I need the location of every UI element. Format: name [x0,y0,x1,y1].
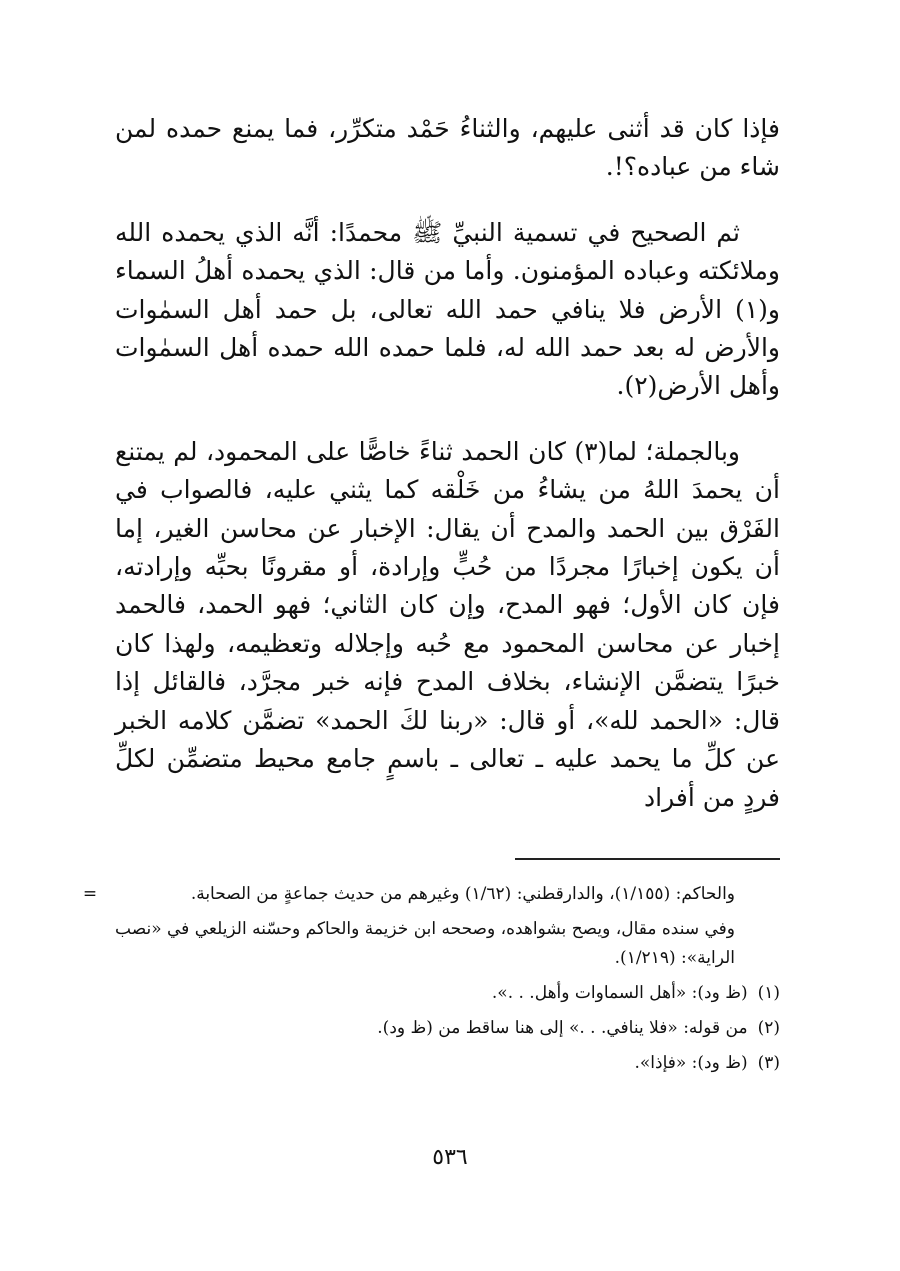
page-number: ٥٣٦ [432,1145,468,1170]
main-text [115,110,780,844]
paragraph-1: فإذا كان قد أثنى عليهم، والثناءُ حَمْد متكرِّر، فما يمنع حمده لمن شاء من عباده؟!. [115,114,780,182]
footnote-divider [515,858,780,860]
footnote-number: (٣) [757,1053,780,1073]
footnote-continuation-text: والحاكم: (١/١٥٥)، والدارقطني: (١/٦٢) وغيرهم من حديث جماعةٍ من الصحابة. [190,884,735,904]
paragraph-3: وبالجملة؛ لما(٣) كان الحمد ثناءً خاصًّا على المحمود، لم يمتنع أن يحمدَ اللهُ من يشاءُ من خَلْقه كما يثني عليه، فالصواب في الفَرْق بين الحمد والمدح أن يقال: الإخبار عن محاسن الغير، إما أن يكون إخبارًا مجردًا من حُبٍّ وإرادة، أو مقرونًا بحبِّه وإرادته، فإن كان الأول؛ فهو المدح، وإن كان الثاني؛ فهو الحمد، فالحمد إخبار عن محاسن المحمود مع حُبه وإجلاله وتعظيمه، ولهذا كان خبرًا يتضمَّن الإنشاء، بخلاف المدح فإنه خبر مجرَّد، فالقائل إذا قال: «الحمد لله»، أو قال: «ربنا لكَ الحمد» تضمَّن كلامه الخبر عن كلِّ ما يحمد عليه ـ تعالى ـ باسمٍ جامع محيط متضمِّن لكلِّ فردٍ من أفراد [115,436,780,812]
footnote-text: (ظ ود): «فإذا». [634,1053,748,1073]
paragraph-2: ثم الصحيح في تسمية النبيِّ ﷺ محمدًا: أنَّه الذي يحمده الله وملائكته وعباده المؤمنون. وأما من قال: الذي يحمده أهلُ السماء و(١) الأرض فلا ينافي حمد الله تعالى، بل حمد أهل السمٰوات والأرض له بعد حمد الله له، فلما حمده الله حمده أهل السمٰوات وأهل الأرض(٢). [115,217,780,401]
footnote-text: (ظ ود): «أهل السماوات وأهل. . .». [491,983,748,1003]
footnote-text: من قوله: «فلا ينافي. . .» إلى هنا ساقط من (ظ ود). [377,1018,748,1038]
footnote-number: (١) [757,983,780,1003]
continuation-marker: = [82,884,98,904]
footnote-continuation-2 [115,915,780,973]
footnote-3 [115,1049,780,1078]
footnote-continuation [82,880,780,909]
footnote-2 [115,1014,780,1043]
footnote-1 [115,979,780,1008]
footnote-continuation-text-2: وفي سنده مقال، ويصح بشواهده، وصححه ابن خزيمة والحاكم وحسّنه الزيلعي في «نصب الراية»: (١/٢١٩). [115,919,735,968]
footnotes [82,880,780,1084]
footnote-number: (٢) [757,1018,780,1038]
